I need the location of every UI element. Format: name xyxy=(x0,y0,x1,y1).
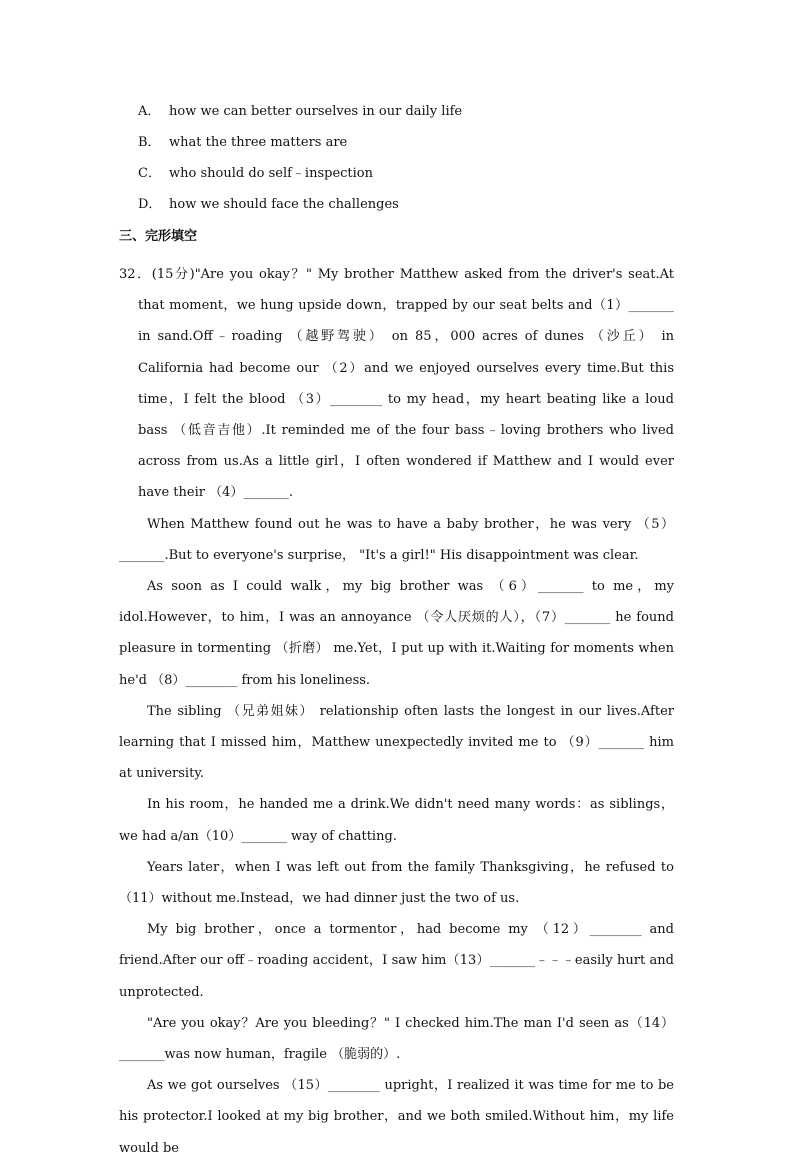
option-letter: C． xyxy=(138,166,161,181)
passage-paragraph-5: In his room，he handed me a drink.We didn't need many words：as siblings，we had a/an（10）_______ way of chatting. xyxy=(119,797,674,844)
option-text: what the three matters are xyxy=(169,135,348,150)
cloze-passage xyxy=(119,259,674,1164)
passage-paragraph-1 xyxy=(119,259,674,509)
option-text: how we should face the challenges xyxy=(169,197,399,212)
passage-paragraph-2: When Matthew found out he was to have a baby brother，he was very （5）_______.But to everyone's surprise， "It's a girl!" His disappointment was clear. xyxy=(119,516,674,563)
option-text: who should do self﹣inspection xyxy=(169,166,374,181)
passage-paragraph-6: Years later，when I was left out from the family Thanksgiving，he refused to （11）without me.Instead，we had dinner just the two of us. xyxy=(119,859,674,907)
section-heading: 三、完形填空 xyxy=(119,229,198,244)
passage-paragraph-9: As we got ourselves （15）________ upright，I realized it was time for me to be his protector.I looked at my big brother，and we both smiled.Without him，my life would be xyxy=(119,1078,674,1156)
option-letter: A． xyxy=(138,104,161,119)
option-b xyxy=(138,134,678,165)
option-d xyxy=(138,196,678,227)
passage-paragraph-8: "Are you okay？Are you bleeding？" I checked him.The man I'd seen as（14）_______was now human，fragile （脆弱的）. xyxy=(119,1015,674,1063)
passage-paragraph-3: As soon as I could walk，my big brother was （6）_______ to me，my idol.However，to him，I was an annoyance （令人厌烦的人），（7）_______ he found pleasure in tormenting （折磨） me.Yet，I put up with it.Waiting for moments when he'd （8）________ from his loneliness. xyxy=(119,579,674,688)
option-a xyxy=(138,103,678,134)
option-letter: B． xyxy=(138,135,161,150)
passage-paragraph-7: My big brother，once a tormentor，had become my （12）________ and friend.After our off﹣roading accident，I saw him（13）_______﹣﹣﹣easily hurt and unprotected. xyxy=(119,922,674,1000)
passage-paragraph-4: The sibling （兄弟姐妹） relationship often lasts the longest in our lives.After learning that I missed him，Matthew unexpectedly invited me to （9）_______ him at university. xyxy=(119,703,674,782)
option-c xyxy=(138,165,678,196)
paragraph-text: "Are you okay？" My brother Matthew asked from the driver's seat.At that moment，we hung upside down，trapped by our seat belts and（1）_______ in sand.Off﹣roading （越野驾驶） on 85，000 acres of dunes （沙丘） in California had become our （2）and we enjoyed ourselves every time.But this time，I felt the blood （3）________ to my head，my heart beating like a loud bass （低音吉他）.It reminded me of the four bass﹣loving brothers who lived across from us.As a little girl，I often wondered if Matthew and I would ever have their （4）_______. xyxy=(138,267,674,501)
option-text: how we can better ourselves in our daily life xyxy=(169,104,463,119)
question-number: 32．(15分) xyxy=(119,267,195,282)
option-letter: D． xyxy=(138,197,162,212)
answer-options xyxy=(138,103,678,227)
